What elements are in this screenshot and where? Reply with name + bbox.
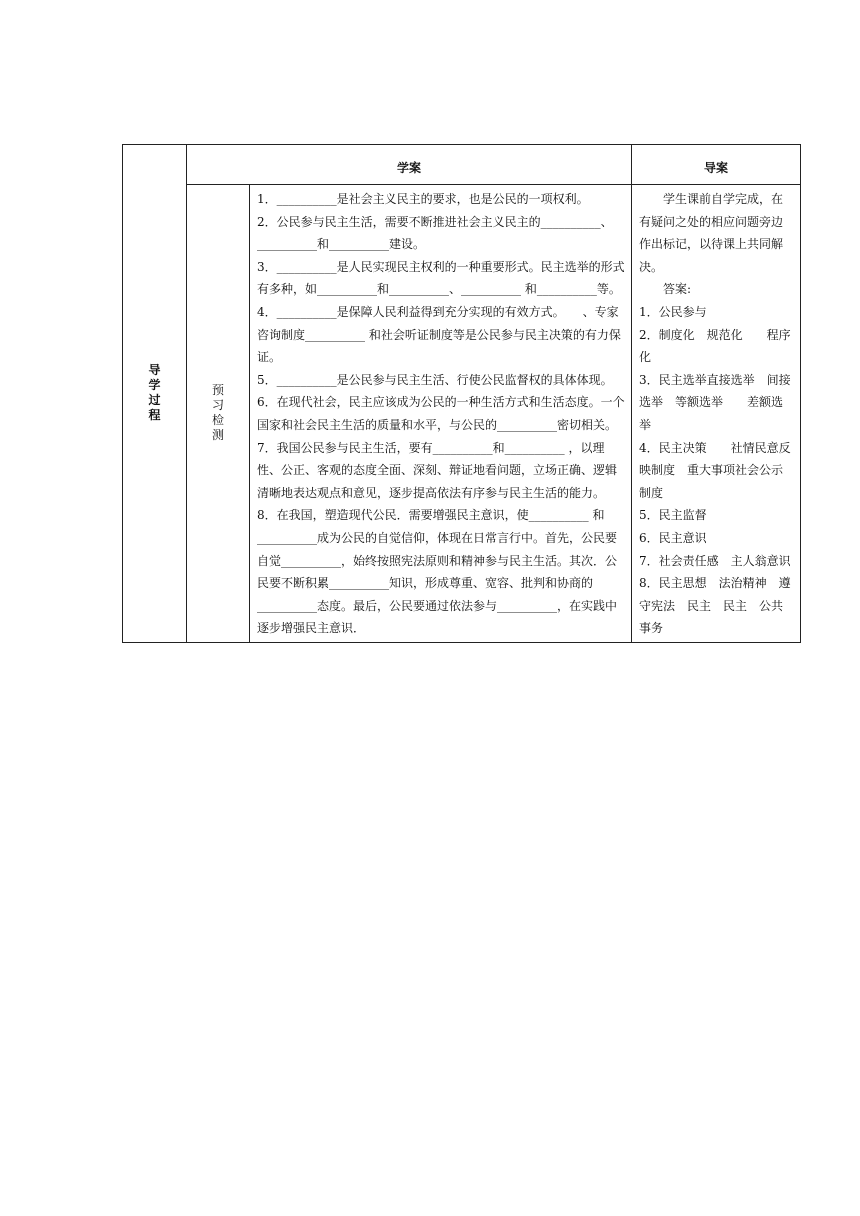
content-row <box>123 185 801 643</box>
answer-4: 4．民主决策 社情民意反映制度 重大事项社会公示制度 <box>639 440 791 500</box>
section-cell <box>123 145 187 643</box>
question-7: 7．我国公民参与民主生活，要有__________和__________ ，以理性、公正、客观的态度全面、深刻、辩证地看问题，立场正确、逻辑清晰地表达观点和意见，逐步提高依法有序参与民主生活的能力。 <box>257 440 618 500</box>
subsection-label: 预习检测 <box>211 383 224 443</box>
header-row <box>123 145 801 185</box>
lesson-plan-table <box>122 144 801 643</box>
question-2: 2．公民参与民主生活，需要不断推进社会主义民主的__________、__________和__________建设。 <box>257 214 613 252</box>
answer-6: 6．民主意识 <box>639 530 707 545</box>
question-5: 5．__________是公民参与民主生活、行使公民监督权的具体体现。 <box>257 372 613 387</box>
question-3: 3．__________是人民实现民主权利的一种重要形式。民主选举的形式有多种，如__________和__________、__________ 和__________等。 <box>257 259 625 297</box>
subsection-cell <box>187 185 250 643</box>
answer-7: 7．社会责任感 主人翁意识 <box>639 553 791 568</box>
section-label: 导学过程 <box>148 363 161 423</box>
guide-intro: 学生课前自学完成，在有疑问之处的相应问题旁边作出标记，以待课上共同解决。 <box>639 192 784 274</box>
answer-3: 3．民主选举直接选举 间接选举 等额选举 差额选举 <box>639 372 791 432</box>
answer-8: 8．民主思想 法治精神 遵守宪法 民主 民主 公共事务 <box>639 576 791 636</box>
answer-5: 5．民主监督 <box>639 508 707 523</box>
guide-cell <box>632 185 801 643</box>
question-1: 1．__________是社会主义民主的要求，也是公民的一项权利。 <box>257 192 589 206</box>
question-8: 8．在我国，塑造现代公民．需要增强民主意识，使__________ 和__________成为公民的自觉信仰，体现在日常言行中。首先，公民要自觉__________，始终按照宪法原则和精神参与民主生活。其次．公民要不断积累__________知识，形成尊重、宽容、批判和协商的__________态度。最后，公民要通过依法参与__________，在实践中逐步增强民主意识． <box>257 508 618 636</box>
answer-1: 1．公民参与 <box>639 304 707 319</box>
answer-2: 2．制度化 规范化 程序化 <box>639 327 791 365</box>
header-xuean: 学案 <box>187 145 632 185</box>
questions-cell <box>250 185 632 643</box>
answers-title: 答案: <box>663 282 692 297</box>
question-4: 4．__________是保障人民利益得到充分实现的有效方式。 、专家咨询制度__________ 和社会听证制度等是公民参与民主决策的有力保证。 <box>257 304 621 365</box>
question-6: 6．在现代社会，民主应该成为公民的一种生活方式和生活态度。一个国家和社会民主生活的质量和水平，与公民的__________密切相关。 <box>257 395 625 432</box>
header-daoan: 导案 <box>632 145 801 185</box>
